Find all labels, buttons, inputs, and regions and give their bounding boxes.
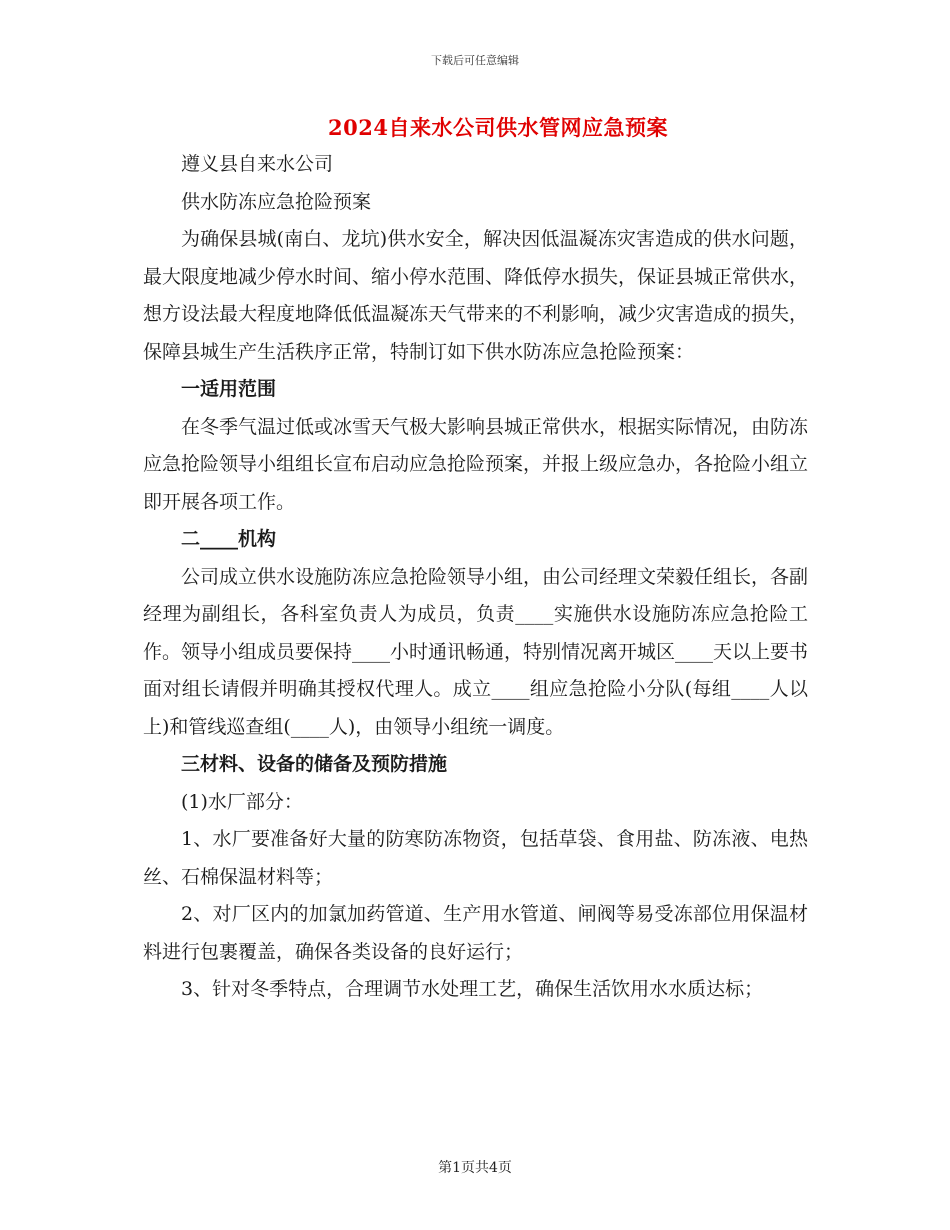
page-indicator: 第1页共4页	[438, 1160, 512, 1176]
document-title: 2024自来水公司供水管网应急预案	[328, 115, 668, 140]
document-body	[143, 146, 808, 1009]
paragraph-organization: 公司成立供水设施防冻应急抢险领导小组，由公司经理文荣毅任组长，各副经理为副组长，各科室负责人为成员，负责____实施供水设施防冻应急抢险工作。领导小组成员要保持____小时通讯畅通，特别情况离开城区____天以上要书面对组长请假并明确其授权代理人。成立____组应急抢险小分队(每组____人以上)和管线巡查组(____人)，由领导小组统一调度。	[143, 565, 809, 738]
list-item-2: 2、对厂区内的加氯加药管道、生产用水管道、闸阀等易受冻部位用保温材料进行包裹覆盖，确保各类设备的良好运行；	[143, 903, 808, 963]
section-heading-organization: 二____机构	[181, 528, 277, 550]
paragraph-intro: 为确保县城(南白、龙坑)供水安全，解决因低温凝冻灾害造成的供水问题，最大限度地减少停水时间、缩小停水范围、降低停水损失，保证县城正常供水，想方设法最大程度地降低低温凝冻天气带来的不利影响，减少灾害造成的损失，保障县城生产生活秩序正常，特制订如下供水防冻应急抢险预案：	[143, 228, 809, 363]
section-heading-scope: 一适用范围	[181, 378, 277, 400]
paragraph-company: 遵义县自来水公司	[181, 153, 334, 175]
paragraph-plan-name: 供水防冻应急抢险预案	[181, 190, 372, 213]
header-note: 下载后可任意编辑	[431, 54, 519, 67]
list-item-3: 3、针对冬季特点，合理调节水处理工艺，确保生活饮用水水质达标；	[181, 978, 764, 1000]
list-item-1: 1、水厂要准备好大量的防寒防冻物资，包括草袋、食用盐、防冻液、电热丝、石棉保温材料等；	[143, 828, 808, 888]
paragraph-scope: 在冬季气温过低或冰雪天气极大影响县城正常供水，根据实际情况，由防冻应急抢险领导小组组长宣布启动应急抢险预案，并报上级应急办，各抢险小组立即开展各项工作。	[143, 415, 809, 513]
paragraph-waterworks: (1)水厂部分：	[181, 790, 303, 813]
section-heading-materials: 三材料、设备的储备及预防措施	[181, 753, 448, 775]
